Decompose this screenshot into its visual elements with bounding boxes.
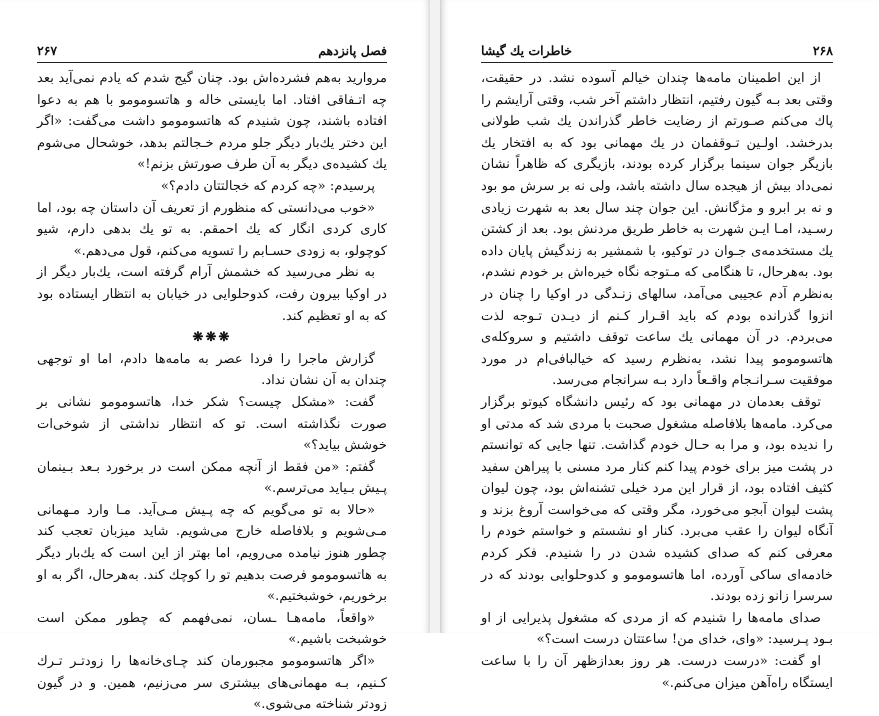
paragraph: صدای مامه‌ها را شنيدم كه از مردی كه مشغول پذيرايی از او بـود پـرسيد: «وای، خدای من! ساعتتان درست است؟» <box>481 610 833 648</box>
paragraph: توقف بعدمان در مهمانی بود كه رئيس دانشگاه كيوتو برگزار می‌كرد. مامه‌ها بلافاصله مشغول صحبت با مردی شد كه مدتی او را نديده بود، و مرا به حـال خودم گذاشت. تنها جايی كه توانستم در پشت ميز برای خودم پيدا كنم كنار مرد مسنی با پيراهن سفيد كثيف افتاده بود، از قرار اين مرد خيلی تشنه‌اش بود، چون ليوان پشت ليوان آبجو می‌خورد، مگر وقتی كه می‌خواست آروغ بزند و آنگاه ليوان را عقب می‌برد. كنار او نشستم و خواستم خودم را معرفی كنم كه صدای كشيده شدن در را شنيدم. فكر كردم خادمه‌ای ساكی آورده، اما هاتسومومو و كدوحلوايی بودند كه در سرسرا زانو زده بودند. <box>481 394 833 605</box>
section-separator: ❋❋❋ <box>192 330 232 346</box>
right-page-body <box>481 68 833 694</box>
book-gutter <box>430 0 440 633</box>
paragraph: «حالا به تو می‌گويم كه چه پـيش مـی‌آيد. مـا وارد مـهمانی مـی‌شويم و بلافاصله خارج می‌شويم. شايد ميزبان تعجب كند چطور هنوز نيامده می‌رويم، اما بهتر از اين است كه يك‌بار ديگر به هاتسومومو فرصت بدهيم تو را كوچك كند. به‌هرحال، اگر به او برخوريم، خوشبختيم.» <box>37 502 387 605</box>
right-page-header <box>481 38 833 63</box>
paragraph: «خوب می‌دانستی كه منظورم از تعريف آن داستان چه بود، اما كاری كردی انگار كه يك احمقم. به تو يك بدهی دارم، شيو كوچولو، به زودی حسـابم را تسويه می‌كنم، قول می‌دهم.» <box>37 200 387 259</box>
paragraph: «اگر هاتسومومو مجبورمان كند چـای‌خانه‌ها را زودتـر تـرك كـنيم، بـه مهمانی‌های بيشتری سر می‌زنيم، همين. و در گيون زودتر شناخته می‌شوی.» <box>37 654 387 713</box>
right-page <box>440 0 879 691</box>
paragraph: «واقعاً، مامه‌هـا ـسان، نمی‌فهمم كه چطور ممكن است خوشبخت باشيم.» <box>37 610 387 648</box>
left-page-header <box>37 38 387 63</box>
paragraph: مرواريد به‌هم فشرده‌اش بود. چنان گيج شدم كه يادم نمی‌آيد بعد چه اتـفاقی افتاد. اما بايستی خاله و هاتسومومو با هم به دعوا افتاده باشند، چون شنيدم كه هاتسومومو داشت می‌گفت: «اگر اين دختر يك‌بار ديگر جلو مردم خـجالتم بدهد، خوشحال می‌شوم يك كشيده‌ی ديگر به آن طرف صورتش بزنم!» <box>37 71 387 173</box>
left-page <box>0 0 431 713</box>
page-number: ۲۶۷ <box>37 42 58 58</box>
paragraph: گزارش ماجرا را فردا عصر به مامه‌ها دادم، اما او توجهی چندان به آن نشان نداد. <box>37 351 387 389</box>
paragraph: از اين اطمينان مامه‌ها چندان خيالم آسوده نشد. در حقيقت، وقتی بعد بـه گيون رفتيم، انتظار داشتم آخر شب، وقتی آرايشم را پاك می‌كنم صـورتم از رضايت خاطر گذراندن يك شب طولانی بدرخشد. اولـين تـوقفمان در يك مهمانی بود كه به افتخار يك بازيگر جوان سينما برگزار كرده بودند، بازيگری كه ظاهراً نشان نمی‌داد بيش از هيجده سال داشته باشد، ولی نه بر سرش مو بود و نه بر ابرو و مژگانش. اين جوان چند سال بعد به شهرت زيادی رسـيد، امـا ايـن شهرت به خاطر طريق مردنش بود. بعد از كشتن يك مستخدمه‌ی جـوان در توكيو، با شمشير به زندگيش پايان داده بود. به‌هرحال، تا هنگامی كه مـتوجه نگاه خيره‌اش بر خودم نشدم، به‌نظرم آدم عجيبی می‌آمد، سالهای زنـدگی در اوكيا را چنان در انزوا گذرانده بودم كه بايد اقـرار كـنم از ديـدن تـوجه لذت می‌بردم. در آن مهمانی يك ساعت توقف داشتيم و سروكله‌ی هاتسومومو پيدا نشد، به‌نظرم رسيد كه خيالبافی‌ام در مورد موفقيت سـرانـجام واقـعاً دارد بـه سرانجام می‌رسد. <box>480 71 833 389</box>
left-page-body <box>37 68 387 716</box>
page-number: ۲۶۸ <box>812 42 833 58</box>
running-title: فصل پانزدهم <box>318 42 387 58</box>
paragraph: او گفت: «درست درست. هر روز بعدازظهر آن را با ساعت ايستگاه راه‌آهن ميزان می‌كنم.» <box>481 654 833 691</box>
paragraph: گفتم: «من فقط از آنچه ممكن است در برخورد بـعد بـينمان پـيش بـيايد می‌ترسم.» <box>37 459 387 497</box>
paragraph: به نظر می‌رسيد كه خشمش آرام گرفته است، يك‌بار ديگر از در اوكيا بيرون رفت، كدوحلوايی در خيابان به انتظار ايستاده بود كه به او تعظيم كند. <box>37 265 387 324</box>
paragraph: گفت: «مشكل چيست؟ شكر خدا، هاتسومومو نشانی بر صورت نگذاشته است. تو كه انتظار نداشتی از شوخی‌ات خوشش بيايد؟» <box>37 394 387 454</box>
running-title: خاطرات يك گيشا <box>481 42 573 58</box>
paragraph: پرسيدم: «چه كردم كه خجالتتان دادم؟» <box>160 178 375 194</box>
